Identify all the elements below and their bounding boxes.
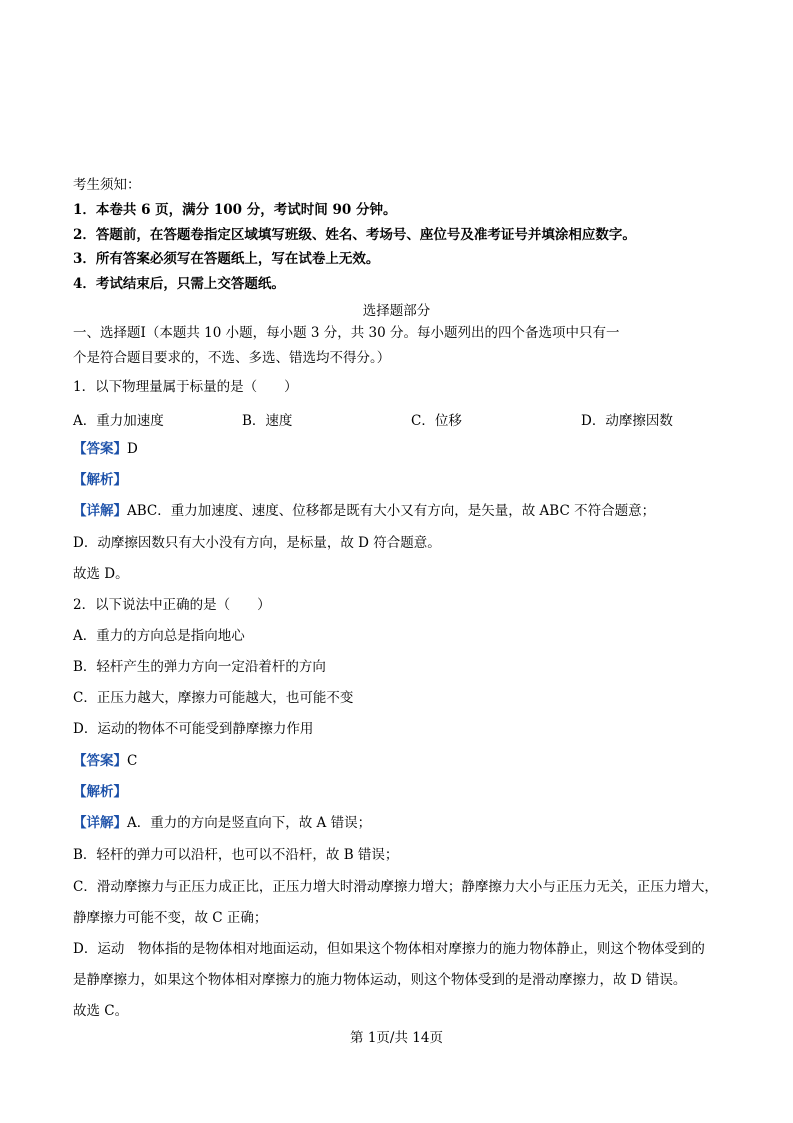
notice-item-3: 3．所有答案必须写在答题纸上，写在试卷上无效。 <box>73 251 380 267</box>
q2-conclusion: 故选 C。 <box>73 1003 129 1019</box>
q2-answer <box>73 752 137 770</box>
q1-detail-line-2: D．动摩擦因数只有大小没有方向，是标量，故 D 符合题意。 <box>73 535 441 551</box>
q2-detail-line-3: C．滑动摩擦力与正压力成正比，正压力增大时滑动摩擦力增大；静摩擦力大小与正压力无关，正压力增大， <box>73 879 718 895</box>
notice-title: 考生须知： <box>73 177 141 193</box>
q1-analysis-tag: 【解析】 <box>73 472 127 488</box>
section-intro-line-2: 个是符合题目要求的，不选、多选、错选均不得分。） <box>73 350 391 366</box>
q2-stem: 2．以下说法中正确的是（ ） <box>73 597 271 613</box>
notice-item-1: 1．本卷共 6 页，满分 100 分，考试时间 90 分钟。 <box>73 202 397 218</box>
q2-answer-tag: 【答案】 <box>73 753 127 769</box>
q1-detail-line-1 <box>73 502 655 520</box>
section-title: 选择题部分 <box>362 303 431 319</box>
q1-stem: 1．以下物理量属于标量的是（ ） <box>73 379 298 395</box>
q2-detail-line-6: 是静摩擦力，如果这个物体相对摩擦力的施力物体运动，则这个物体受到的是滑动摩擦力，故 D 错误。 <box>73 972 687 988</box>
section-intro-line-1: 一、选择题Ⅰ（本题共 10 小题，每小题 3 分，共 30 分。每小题列出的四个备选项中只有一 <box>73 325 620 341</box>
q2-detail-line-2: B．轻杆的弹力可以沿杆，也可以不沿杆，故 B 错误； <box>73 847 399 863</box>
q2-detail-tag: 【详解】 <box>73 815 127 831</box>
q1-option-b: B．速度 <box>242 413 293 429</box>
q1-analysis <box>73 471 127 489</box>
q2-analysis <box>73 783 127 801</box>
q2-detail-line-4: 静摩擦力可能不变，故 C 正确； <box>73 910 268 926</box>
q2-option-d: D．运动的物体不可能受到静摩擦力作用 <box>73 721 314 737</box>
notice-item-2: 2．答题前，在答题卷指定区域填写班级、姓名、考场号、座位号及准考证号并填涂相应数字。 <box>73 227 636 243</box>
q2-detail-line-1 <box>73 814 371 832</box>
q1-option-a: A．重力加速度 <box>73 413 164 429</box>
q1-detail-text-1: ABC．重力加速度、速度、位移都是既有大小又有方向，是矢量，故 ABC 不符合题意； <box>127 503 656 519</box>
q1-detail-tag: 【详解】 <box>73 503 127 519</box>
q2-option-c: C．正压力越大，摩擦力可能越大，也可能不变 <box>73 690 354 706</box>
q2-option-a: A．重力的方向总是指向地心 <box>73 628 245 644</box>
q2-analysis-tag: 【解析】 <box>73 784 127 800</box>
q1-conclusion: 故选 D。 <box>73 566 129 582</box>
q1-answer-value: D <box>127 441 138 457</box>
q2-option-b: B．轻杆产生的弹力方向一定沿着杆的方向 <box>73 659 326 675</box>
q2-answer-value: C <box>127 753 138 769</box>
q1-answer-tag: 【答案】 <box>73 441 127 457</box>
q2-detail-text-1: A．重力的方向是竖直向下，故 A 错误； <box>127 815 372 831</box>
notice-item-4: 4．考试结束后，只需上交答题纸。 <box>73 276 285 292</box>
q1-option-c: C．位移 <box>411 413 462 429</box>
q1-answer <box>73 440 138 458</box>
q2-detail-line-5: D．运动 物体指的是物体相对地面运动，但如果这个物体相对摩擦力的施力物体静止，则这个物体受到的 <box>73 941 705 957</box>
q1-option-d: D．动摩擦因数 <box>581 413 673 429</box>
page-footer: 第 1页/共 14页 <box>350 1030 443 1046</box>
